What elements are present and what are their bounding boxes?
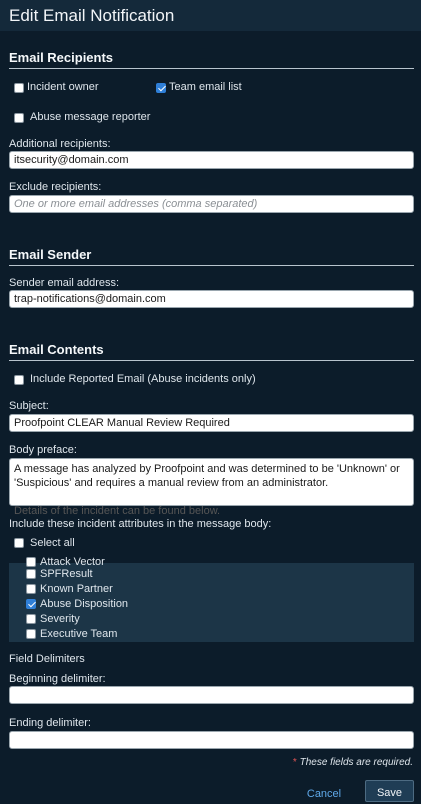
body-preface-line-1: A message has analyzed by Proofpoint and was determined to be 'Unknown' or 'Suspicious' and requires a manual review from an administrator. bbox=[14, 463, 400, 489]
additional-recipients-input[interactable]: itsecurity@domain.com bbox=[9, 151, 414, 169]
team-email-list-label: Team email list bbox=[169, 81, 242, 93]
sender-heading: Email Sender bbox=[9, 247, 92, 262]
attribute-label: Executive Team bbox=[40, 628, 118, 640]
sender-divider bbox=[9, 265, 414, 266]
attribute-label: SPFResult bbox=[40, 568, 93, 580]
attribute-item[interactable] bbox=[9, 597, 414, 612]
body-preface-textarea[interactable] bbox=[9, 458, 414, 517]
select-all-checkbox[interactable] bbox=[14, 538, 24, 548]
attribute-item[interactable] bbox=[9, 627, 414, 642]
cancel-button[interactable]: Cancel bbox=[300, 780, 348, 802]
ending-delimiter-label: Ending delimiter: bbox=[9, 717, 91, 729]
beginning-delimiter-input[interactable] bbox=[9, 686, 414, 704]
attributes-label: Include these incident attributes in the message body: bbox=[9, 518, 272, 530]
additional-recipients-label: Additional recipients: bbox=[9, 138, 111, 150]
abuse-reporter-checkbox[interactable] bbox=[14, 113, 24, 123]
contents-divider bbox=[9, 360, 414, 361]
attributes-list[interactable] bbox=[9, 556, 414, 642]
contents-heading: Email Contents bbox=[9, 342, 104, 357]
incident-owner-checkbox[interactable] bbox=[14, 83, 24, 93]
required-fields-note bbox=[293, 757, 413, 768]
select-all-label: Select all bbox=[30, 537, 75, 549]
attribute-checkbox[interactable] bbox=[26, 569, 36, 579]
include-reported-label: Include Reported Email (Abuse incidents only) bbox=[30, 373, 256, 385]
include-reported-checkbox[interactable] bbox=[14, 375, 24, 385]
save-button[interactable]: Save bbox=[365, 780, 414, 802]
attribute-checkbox[interactable] bbox=[26, 629, 36, 639]
team-email-list-checkbox[interactable] bbox=[156, 83, 166, 93]
beginning-delimiter-label: Beginning delimiter: bbox=[9, 673, 106, 685]
exclude-recipients-input[interactable]: One or more email addresses (comma separated) bbox=[9, 195, 414, 213]
attribute-label: Known Partner bbox=[40, 583, 113, 595]
subject-label: Subject: bbox=[9, 400, 49, 412]
attribute-checkbox[interactable] bbox=[26, 599, 36, 609]
attribute-item[interactable] bbox=[9, 582, 414, 597]
delimiters-heading: Field Delimiters bbox=[9, 653, 85, 665]
required-star: * bbox=[292, 757, 297, 768]
ending-delimiter-input[interactable] bbox=[9, 731, 414, 749]
incident-owner-label: Incident owner bbox=[27, 81, 99, 93]
dialog-title: Edit Email Notification bbox=[0, 0, 421, 31]
attribute-item[interactable] bbox=[9, 612, 414, 627]
body-preface-line-2: Details of the incident can be found below. bbox=[14, 505, 221, 517]
attribute-item[interactable] bbox=[9, 567, 414, 582]
sender-address-label: Sender email address: bbox=[9, 277, 120, 289]
subject-input[interactable]: Proofpoint CLEAR Manual Review Required bbox=[9, 414, 414, 432]
recipients-divider bbox=[9, 68, 414, 69]
exclude-recipients-label: Exclude recipients: bbox=[9, 181, 102, 193]
abuse-reporter-label: Abuse message reporter bbox=[30, 111, 151, 123]
attribute-checkbox[interactable] bbox=[26, 614, 36, 624]
attribute-label: Abuse Disposition bbox=[40, 598, 129, 610]
attribute-label: Severity bbox=[40, 613, 80, 625]
attribute-label: Attack Vector bbox=[40, 556, 105, 568]
body-preface-label: Body preface: bbox=[9, 444, 77, 456]
required-note-text: These fields are required. bbox=[299, 757, 413, 768]
sender-address-input[interactable]: trap-notifications@domain.com bbox=[9, 290, 414, 308]
attribute-checkbox[interactable] bbox=[26, 584, 36, 594]
attribute-checkbox[interactable] bbox=[26, 557, 36, 567]
recipients-heading: Email Recipients bbox=[9, 50, 114, 65]
